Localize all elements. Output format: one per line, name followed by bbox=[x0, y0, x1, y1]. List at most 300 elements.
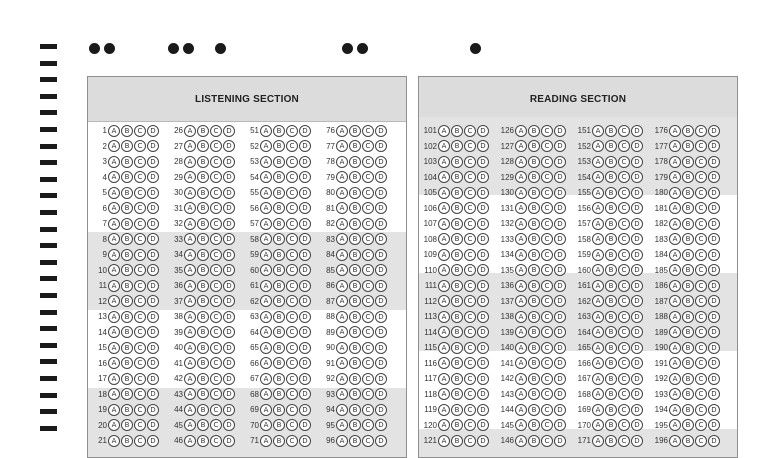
answer-bubble-d[interactable]: D bbox=[631, 326, 643, 338]
answer-bubble-a[interactable]: A bbox=[515, 280, 527, 292]
answer-bubble-b[interactable]: B bbox=[605, 171, 617, 183]
answer-bubble-d[interactable]: D bbox=[554, 264, 566, 276]
answer-bubble-a[interactable]: A bbox=[669, 264, 681, 276]
answer-bubble-c[interactable]: C bbox=[210, 326, 222, 338]
answer-bubble-c[interactable]: C bbox=[362, 264, 374, 276]
answer-bubble-b[interactable]: B bbox=[349, 342, 361, 354]
answer-bubble-d[interactable]: D bbox=[299, 373, 311, 385]
answer-bubble-c[interactable]: C bbox=[286, 187, 298, 199]
answer-bubble-a[interactable]: A bbox=[438, 202, 450, 214]
answer-bubble-a[interactable]: A bbox=[515, 357, 527, 369]
answer-bubble-c[interactable]: C bbox=[618, 311, 630, 323]
answer-bubble-c[interactable]: C bbox=[618, 342, 630, 354]
answer-bubble-c[interactable]: C bbox=[286, 171, 298, 183]
answer-bubble-d[interactable]: D bbox=[299, 140, 311, 152]
answer-bubble-c[interactable]: C bbox=[286, 140, 298, 152]
answer-bubble-a[interactable]: A bbox=[438, 435, 450, 447]
answer-bubble-a[interactable]: A bbox=[669, 140, 681, 152]
answer-bubble-b[interactable]: B bbox=[121, 187, 133, 199]
answer-bubble-a[interactable]: A bbox=[184, 388, 196, 400]
answer-bubble-c[interactable]: C bbox=[210, 435, 222, 447]
answer-bubble-a[interactable]: A bbox=[260, 419, 272, 431]
answer-bubble-b[interactable]: B bbox=[349, 233, 361, 245]
answer-bubble-d[interactable]: D bbox=[299, 435, 311, 447]
answer-bubble-c[interactable]: C bbox=[541, 388, 553, 400]
answer-bubble-c[interactable]: C bbox=[541, 357, 553, 369]
answer-bubble-d[interactable]: D bbox=[477, 280, 489, 292]
answer-bubble-d[interactable]: D bbox=[554, 187, 566, 199]
answer-bubble-c[interactable]: C bbox=[618, 156, 630, 168]
answer-bubble-d[interactable]: D bbox=[299, 187, 311, 199]
answer-bubble-b[interactable]: B bbox=[197, 264, 209, 276]
answer-bubble-c[interactable]: C bbox=[286, 280, 298, 292]
answer-bubble-a[interactable]: A bbox=[515, 295, 527, 307]
answer-bubble-a[interactable]: A bbox=[336, 280, 348, 292]
answer-bubble-b[interactable]: B bbox=[349, 125, 361, 137]
answer-bubble-c[interactable]: C bbox=[541, 435, 553, 447]
answer-bubble-d[interactable]: D bbox=[375, 125, 387, 137]
answer-bubble-a[interactable]: A bbox=[108, 311, 120, 323]
answer-bubble-b[interactable]: B bbox=[528, 202, 540, 214]
answer-bubble-d[interactable]: D bbox=[375, 171, 387, 183]
answer-bubble-d[interactable]: D bbox=[375, 419, 387, 431]
answer-bubble-c[interactable]: C bbox=[541, 171, 553, 183]
answer-bubble-d[interactable]: D bbox=[554, 125, 566, 137]
answer-bubble-d[interactable]: D bbox=[554, 435, 566, 447]
answer-bubble-c[interactable]: C bbox=[286, 202, 298, 214]
answer-bubble-a[interactable]: A bbox=[438, 388, 450, 400]
answer-bubble-d[interactable]: D bbox=[477, 140, 489, 152]
answer-bubble-d[interactable]: D bbox=[147, 388, 159, 400]
answer-bubble-d[interactable]: D bbox=[477, 264, 489, 276]
answer-bubble-d[interactable]: D bbox=[631, 249, 643, 261]
answer-bubble-a[interactable]: A bbox=[336, 373, 348, 385]
answer-bubble-b[interactable]: B bbox=[121, 202, 133, 214]
answer-bubble-d[interactable]: D bbox=[299, 295, 311, 307]
answer-bubble-a[interactable]: A bbox=[515, 342, 527, 354]
answer-bubble-d[interactable]: D bbox=[223, 280, 235, 292]
answer-bubble-c[interactable]: C bbox=[618, 202, 630, 214]
answer-bubble-b[interactable]: B bbox=[451, 311, 463, 323]
answer-bubble-d[interactable]: D bbox=[631, 342, 643, 354]
answer-bubble-a[interactable]: A bbox=[515, 202, 527, 214]
answer-bubble-a[interactable]: A bbox=[260, 187, 272, 199]
answer-bubble-b[interactable]: B bbox=[605, 295, 617, 307]
answer-bubble-b[interactable]: B bbox=[349, 202, 361, 214]
answer-bubble-a[interactable]: A bbox=[669, 388, 681, 400]
answer-bubble-d[interactable]: D bbox=[477, 419, 489, 431]
answer-bubble-c[interactable]: C bbox=[210, 171, 222, 183]
answer-bubble-c[interactable]: C bbox=[541, 295, 553, 307]
answer-bubble-d[interactable]: D bbox=[554, 326, 566, 338]
answer-bubble-b[interactable]: B bbox=[273, 202, 285, 214]
answer-bubble-d[interactable]: D bbox=[147, 140, 159, 152]
answer-bubble-a[interactable]: A bbox=[669, 156, 681, 168]
answer-bubble-d[interactable]: D bbox=[147, 326, 159, 338]
answer-bubble-d[interactable]: D bbox=[375, 373, 387, 385]
answer-bubble-d[interactable]: D bbox=[147, 311, 159, 323]
answer-bubble-b[interactable]: B bbox=[682, 388, 694, 400]
answer-bubble-c[interactable]: C bbox=[362, 187, 374, 199]
answer-bubble-d[interactable]: D bbox=[477, 156, 489, 168]
answer-bubble-b[interactable]: B bbox=[273, 342, 285, 354]
answer-bubble-a[interactable]: A bbox=[184, 264, 196, 276]
answer-bubble-c[interactable]: C bbox=[695, 280, 707, 292]
answer-bubble-c[interactable]: C bbox=[464, 125, 476, 137]
answer-bubble-b[interactable]: B bbox=[273, 249, 285, 261]
answer-bubble-c[interactable]: C bbox=[464, 373, 476, 385]
answer-bubble-d[interactable]: D bbox=[477, 388, 489, 400]
answer-bubble-a[interactable]: A bbox=[592, 342, 604, 354]
answer-bubble-d[interactable]: D bbox=[375, 295, 387, 307]
answer-bubble-c[interactable]: C bbox=[695, 435, 707, 447]
answer-bubble-b[interactable]: B bbox=[121, 326, 133, 338]
answer-bubble-a[interactable]: A bbox=[515, 311, 527, 323]
answer-bubble-d[interactable]: D bbox=[223, 171, 235, 183]
answer-bubble-c[interactable]: C bbox=[134, 419, 146, 431]
answer-bubble-b[interactable]: B bbox=[451, 202, 463, 214]
answer-bubble-b[interactable]: B bbox=[197, 156, 209, 168]
answer-bubble-b[interactable]: B bbox=[121, 280, 133, 292]
answer-bubble-d[interactable]: D bbox=[375, 140, 387, 152]
answer-bubble-d[interactable]: D bbox=[299, 171, 311, 183]
answer-bubble-a[interactable]: A bbox=[260, 388, 272, 400]
answer-bubble-c[interactable]: C bbox=[618, 125, 630, 137]
answer-bubble-b[interactable]: B bbox=[349, 264, 361, 276]
answer-bubble-c[interactable]: C bbox=[210, 357, 222, 369]
answer-bubble-b[interactable]: B bbox=[682, 295, 694, 307]
answer-bubble-d[interactable]: D bbox=[299, 326, 311, 338]
answer-bubble-c[interactable]: C bbox=[618, 218, 630, 230]
answer-bubble-d[interactable]: D bbox=[708, 435, 720, 447]
answer-bubble-b[interactable]: B bbox=[605, 373, 617, 385]
answer-bubble-b[interactable]: B bbox=[528, 435, 540, 447]
answer-bubble-c[interactable]: C bbox=[695, 140, 707, 152]
answer-bubble-a[interactable]: A bbox=[592, 388, 604, 400]
answer-bubble-b[interactable]: B bbox=[451, 373, 463, 385]
answer-bubble-a[interactable]: A bbox=[108, 156, 120, 168]
answer-bubble-a[interactable]: A bbox=[592, 218, 604, 230]
answer-bubble-d[interactable]: D bbox=[375, 280, 387, 292]
answer-bubble-d[interactable]: D bbox=[223, 233, 235, 245]
answer-bubble-c[interactable]: C bbox=[134, 326, 146, 338]
answer-bubble-b[interactable]: B bbox=[528, 295, 540, 307]
answer-bubble-b[interactable]: B bbox=[451, 419, 463, 431]
answer-bubble-d[interactable]: D bbox=[631, 435, 643, 447]
answer-bubble-a[interactable]: A bbox=[108, 171, 120, 183]
answer-bubble-c[interactable]: C bbox=[362, 295, 374, 307]
answer-bubble-d[interactable]: D bbox=[375, 388, 387, 400]
answer-bubble-d[interactable]: D bbox=[299, 404, 311, 416]
answer-bubble-a[interactable]: A bbox=[108, 249, 120, 261]
answer-bubble-a[interactable]: A bbox=[515, 435, 527, 447]
answer-bubble-b[interactable]: B bbox=[605, 311, 617, 323]
answer-bubble-c[interactable]: C bbox=[695, 357, 707, 369]
answer-bubble-a[interactable]: A bbox=[184, 373, 196, 385]
answer-bubble-c[interactable]: C bbox=[541, 326, 553, 338]
answer-bubble-a[interactable]: A bbox=[260, 311, 272, 323]
answer-bubble-d[interactable]: D bbox=[554, 202, 566, 214]
answer-bubble-a[interactable]: A bbox=[669, 326, 681, 338]
answer-bubble-a[interactable]: A bbox=[108, 264, 120, 276]
answer-bubble-b[interactable]: B bbox=[349, 171, 361, 183]
answer-bubble-b[interactable]: B bbox=[528, 187, 540, 199]
answer-bubble-a[interactable]: A bbox=[438, 171, 450, 183]
answer-bubble-d[interactable]: D bbox=[708, 156, 720, 168]
answer-bubble-c[interactable]: C bbox=[134, 280, 146, 292]
answer-bubble-d[interactable]: D bbox=[554, 140, 566, 152]
answer-bubble-d[interactable]: D bbox=[554, 249, 566, 261]
answer-bubble-d[interactable]: D bbox=[477, 202, 489, 214]
answer-bubble-c[interactable]: C bbox=[618, 187, 630, 199]
answer-bubble-a[interactable]: A bbox=[336, 404, 348, 416]
answer-bubble-c[interactable]: C bbox=[618, 140, 630, 152]
answer-bubble-d[interactable]: D bbox=[375, 249, 387, 261]
answer-bubble-a[interactable]: A bbox=[669, 404, 681, 416]
answer-bubble-a[interactable]: A bbox=[184, 233, 196, 245]
answer-bubble-b[interactable]: B bbox=[121, 435, 133, 447]
answer-bubble-d[interactable]: D bbox=[708, 373, 720, 385]
answer-bubble-c[interactable]: C bbox=[695, 171, 707, 183]
answer-bubble-b[interactable]: B bbox=[273, 373, 285, 385]
answer-bubble-a[interactable]: A bbox=[336, 435, 348, 447]
answer-bubble-b[interactable]: B bbox=[349, 419, 361, 431]
answer-bubble-c[interactable]: C bbox=[464, 357, 476, 369]
answer-bubble-b[interactable]: B bbox=[451, 249, 463, 261]
answer-bubble-b[interactable]: B bbox=[682, 218, 694, 230]
answer-bubble-b[interactable]: B bbox=[682, 249, 694, 261]
answer-bubble-c[interactable]: C bbox=[286, 218, 298, 230]
answer-bubble-b[interactable]: B bbox=[528, 249, 540, 261]
answer-bubble-c[interactable]: C bbox=[464, 187, 476, 199]
answer-bubble-b[interactable]: B bbox=[349, 295, 361, 307]
answer-bubble-a[interactable]: A bbox=[438, 404, 450, 416]
answer-bubble-d[interactable]: D bbox=[223, 249, 235, 261]
answer-bubble-d[interactable]: D bbox=[299, 357, 311, 369]
answer-bubble-a[interactable]: A bbox=[184, 295, 196, 307]
answer-bubble-a[interactable]: A bbox=[669, 171, 681, 183]
answer-bubble-c[interactable]: C bbox=[618, 419, 630, 431]
answer-bubble-c[interactable]: C bbox=[134, 357, 146, 369]
answer-bubble-d[interactable]: D bbox=[631, 140, 643, 152]
answer-bubble-c[interactable]: C bbox=[362, 218, 374, 230]
answer-bubble-b[interactable]: B bbox=[273, 171, 285, 183]
answer-bubble-c[interactable]: C bbox=[362, 373, 374, 385]
answer-bubble-b[interactable]: B bbox=[451, 140, 463, 152]
answer-bubble-c[interactable]: C bbox=[134, 218, 146, 230]
answer-bubble-b[interactable]: B bbox=[528, 326, 540, 338]
answer-bubble-d[interactable]: D bbox=[299, 342, 311, 354]
answer-bubble-b[interactable]: B bbox=[197, 218, 209, 230]
answer-bubble-d[interactable]: D bbox=[631, 264, 643, 276]
answer-bubble-d[interactable]: D bbox=[477, 295, 489, 307]
answer-bubble-c[interactable]: C bbox=[286, 295, 298, 307]
answer-bubble-c[interactable]: C bbox=[134, 264, 146, 276]
answer-bubble-c[interactable]: C bbox=[362, 156, 374, 168]
answer-bubble-a[interactable]: A bbox=[260, 140, 272, 152]
answer-bubble-d[interactable]: D bbox=[223, 295, 235, 307]
answer-bubble-a[interactable]: A bbox=[184, 140, 196, 152]
answer-bubble-b[interactable]: B bbox=[197, 233, 209, 245]
answer-bubble-d[interactable]: D bbox=[708, 342, 720, 354]
answer-bubble-d[interactable]: D bbox=[223, 357, 235, 369]
answer-bubble-a[interactable]: A bbox=[669, 125, 681, 137]
answer-bubble-c[interactable]: C bbox=[134, 388, 146, 400]
answer-bubble-d[interactable]: D bbox=[223, 373, 235, 385]
answer-bubble-d[interactable]: D bbox=[375, 357, 387, 369]
answer-bubble-b[interactable]: B bbox=[605, 388, 617, 400]
answer-bubble-a[interactable]: A bbox=[592, 156, 604, 168]
answer-bubble-b[interactable]: B bbox=[197, 373, 209, 385]
answer-bubble-a[interactable]: A bbox=[108, 280, 120, 292]
answer-bubble-c[interactable]: C bbox=[618, 264, 630, 276]
answer-bubble-b[interactable]: B bbox=[121, 311, 133, 323]
answer-bubble-b[interactable]: B bbox=[121, 357, 133, 369]
answer-bubble-c[interactable]: C bbox=[134, 125, 146, 137]
answer-bubble-a[interactable]: A bbox=[438, 419, 450, 431]
answer-bubble-d[interactable]: D bbox=[554, 404, 566, 416]
answer-bubble-a[interactable]: A bbox=[108, 202, 120, 214]
answer-bubble-d[interactable]: D bbox=[631, 171, 643, 183]
answer-bubble-b[interactable]: B bbox=[197, 295, 209, 307]
answer-bubble-c[interactable]: C bbox=[618, 435, 630, 447]
answer-bubble-b[interactable]: B bbox=[121, 156, 133, 168]
answer-bubble-c[interactable]: C bbox=[541, 373, 553, 385]
answer-bubble-c[interactable]: C bbox=[695, 311, 707, 323]
answer-bubble-b[interactable]: B bbox=[121, 125, 133, 137]
answer-bubble-b[interactable]: B bbox=[605, 342, 617, 354]
answer-bubble-c[interactable]: C bbox=[210, 311, 222, 323]
answer-bubble-d[interactable]: D bbox=[631, 419, 643, 431]
answer-bubble-c[interactable]: C bbox=[464, 264, 476, 276]
answer-bubble-d[interactable]: D bbox=[299, 388, 311, 400]
answer-bubble-a[interactable]: A bbox=[592, 202, 604, 214]
answer-bubble-c[interactable]: C bbox=[618, 357, 630, 369]
answer-bubble-d[interactable]: D bbox=[631, 218, 643, 230]
answer-bubble-b[interactable]: B bbox=[197, 171, 209, 183]
answer-bubble-b[interactable]: B bbox=[451, 125, 463, 137]
answer-bubble-c[interactable]: C bbox=[541, 218, 553, 230]
answer-bubble-c[interactable]: C bbox=[286, 419, 298, 431]
answer-bubble-d[interactable]: D bbox=[708, 357, 720, 369]
answer-bubble-d[interactable]: D bbox=[299, 280, 311, 292]
answer-bubble-c[interactable]: C bbox=[286, 249, 298, 261]
answer-bubble-b[interactable]: B bbox=[682, 171, 694, 183]
answer-bubble-c[interactable]: C bbox=[618, 249, 630, 261]
answer-bubble-c[interactable]: C bbox=[618, 171, 630, 183]
answer-bubble-d[interactable]: D bbox=[375, 264, 387, 276]
answer-bubble-d[interactable]: D bbox=[477, 249, 489, 261]
answer-bubble-d[interactable]: D bbox=[631, 311, 643, 323]
answer-bubble-d[interactable]: D bbox=[147, 218, 159, 230]
answer-bubble-b[interactable]: B bbox=[605, 264, 617, 276]
answer-bubble-b[interactable]: B bbox=[682, 264, 694, 276]
answer-bubble-d[interactable]: D bbox=[708, 202, 720, 214]
answer-bubble-c[interactable]: C bbox=[541, 419, 553, 431]
answer-bubble-d[interactable]: D bbox=[147, 295, 159, 307]
answer-bubble-a[interactable]: A bbox=[260, 280, 272, 292]
answer-bubble-c[interactable]: C bbox=[210, 125, 222, 137]
answer-bubble-d[interactable]: D bbox=[554, 295, 566, 307]
answer-bubble-a[interactable]: A bbox=[592, 435, 604, 447]
answer-bubble-a[interactable]: A bbox=[592, 404, 604, 416]
answer-bubble-c[interactable]: C bbox=[210, 140, 222, 152]
answer-bubble-b[interactable]: B bbox=[349, 373, 361, 385]
answer-bubble-c[interactable]: C bbox=[362, 280, 374, 292]
answer-bubble-a[interactable]: A bbox=[336, 326, 348, 338]
answer-bubble-c[interactable]: C bbox=[464, 140, 476, 152]
answer-bubble-d[interactable]: D bbox=[223, 218, 235, 230]
answer-bubble-a[interactable]: A bbox=[592, 373, 604, 385]
answer-bubble-b[interactable]: B bbox=[451, 233, 463, 245]
answer-bubble-c[interactable]: C bbox=[541, 311, 553, 323]
answer-bubble-b[interactable]: B bbox=[451, 388, 463, 400]
answer-bubble-c[interactable]: C bbox=[362, 357, 374, 369]
answer-bubble-a[interactable]: A bbox=[108, 326, 120, 338]
answer-bubble-c[interactable]: C bbox=[464, 171, 476, 183]
answer-bubble-d[interactable]: D bbox=[147, 187, 159, 199]
answer-bubble-a[interactable]: A bbox=[669, 249, 681, 261]
answer-bubble-a[interactable]: A bbox=[438, 218, 450, 230]
answer-bubble-c[interactable]: C bbox=[541, 280, 553, 292]
answer-bubble-a[interactable]: A bbox=[260, 156, 272, 168]
answer-bubble-d[interactable]: D bbox=[147, 202, 159, 214]
answer-bubble-b[interactable]: B bbox=[349, 249, 361, 261]
answer-bubble-a[interactable]: A bbox=[669, 187, 681, 199]
answer-bubble-b[interactable]: B bbox=[273, 295, 285, 307]
answer-bubble-d[interactable]: D bbox=[223, 311, 235, 323]
answer-bubble-a[interactable]: A bbox=[592, 311, 604, 323]
answer-bubble-a[interactable]: A bbox=[438, 295, 450, 307]
answer-bubble-c[interactable]: C bbox=[134, 171, 146, 183]
answer-bubble-d[interactable]: D bbox=[554, 218, 566, 230]
answer-bubble-c[interactable]: C bbox=[618, 280, 630, 292]
answer-bubble-a[interactable]: A bbox=[515, 264, 527, 276]
answer-bubble-d[interactable]: D bbox=[708, 125, 720, 137]
answer-bubble-d[interactable]: D bbox=[299, 156, 311, 168]
answer-bubble-b[interactable]: B bbox=[682, 342, 694, 354]
answer-bubble-b[interactable]: B bbox=[121, 233, 133, 245]
answer-bubble-a[interactable]: A bbox=[260, 404, 272, 416]
answer-bubble-d[interactable]: D bbox=[554, 357, 566, 369]
answer-bubble-c[interactable]: C bbox=[362, 202, 374, 214]
answer-bubble-a[interactable]: A bbox=[108, 295, 120, 307]
answer-bubble-c[interactable]: C bbox=[362, 311, 374, 323]
answer-bubble-a[interactable]: A bbox=[184, 187, 196, 199]
answer-bubble-c[interactable]: C bbox=[464, 311, 476, 323]
answer-bubble-c[interactable]: C bbox=[362, 404, 374, 416]
answer-bubble-a[interactable]: A bbox=[669, 373, 681, 385]
answer-bubble-a[interactable]: A bbox=[438, 125, 450, 137]
answer-bubble-a[interactable]: A bbox=[260, 264, 272, 276]
answer-bubble-d[interactable]: D bbox=[299, 419, 311, 431]
answer-bubble-d[interactable]: D bbox=[299, 202, 311, 214]
answer-bubble-c[interactable]: C bbox=[210, 202, 222, 214]
answer-bubble-d[interactable]: D bbox=[375, 326, 387, 338]
answer-bubble-a[interactable]: A bbox=[184, 342, 196, 354]
answer-bubble-a[interactable]: A bbox=[108, 140, 120, 152]
answer-bubble-b[interactable]: B bbox=[121, 419, 133, 431]
answer-bubble-a[interactable]: A bbox=[592, 419, 604, 431]
answer-bubble-c[interactable]: C bbox=[134, 187, 146, 199]
answer-bubble-d[interactable]: D bbox=[299, 125, 311, 137]
answer-bubble-b[interactable]: B bbox=[197, 342, 209, 354]
answer-bubble-b[interactable]: B bbox=[528, 156, 540, 168]
answer-bubble-d[interactable]: D bbox=[708, 140, 720, 152]
answer-bubble-b[interactable]: B bbox=[605, 125, 617, 137]
answer-bubble-a[interactable]: A bbox=[260, 233, 272, 245]
answer-bubble-d[interactable]: D bbox=[477, 125, 489, 137]
